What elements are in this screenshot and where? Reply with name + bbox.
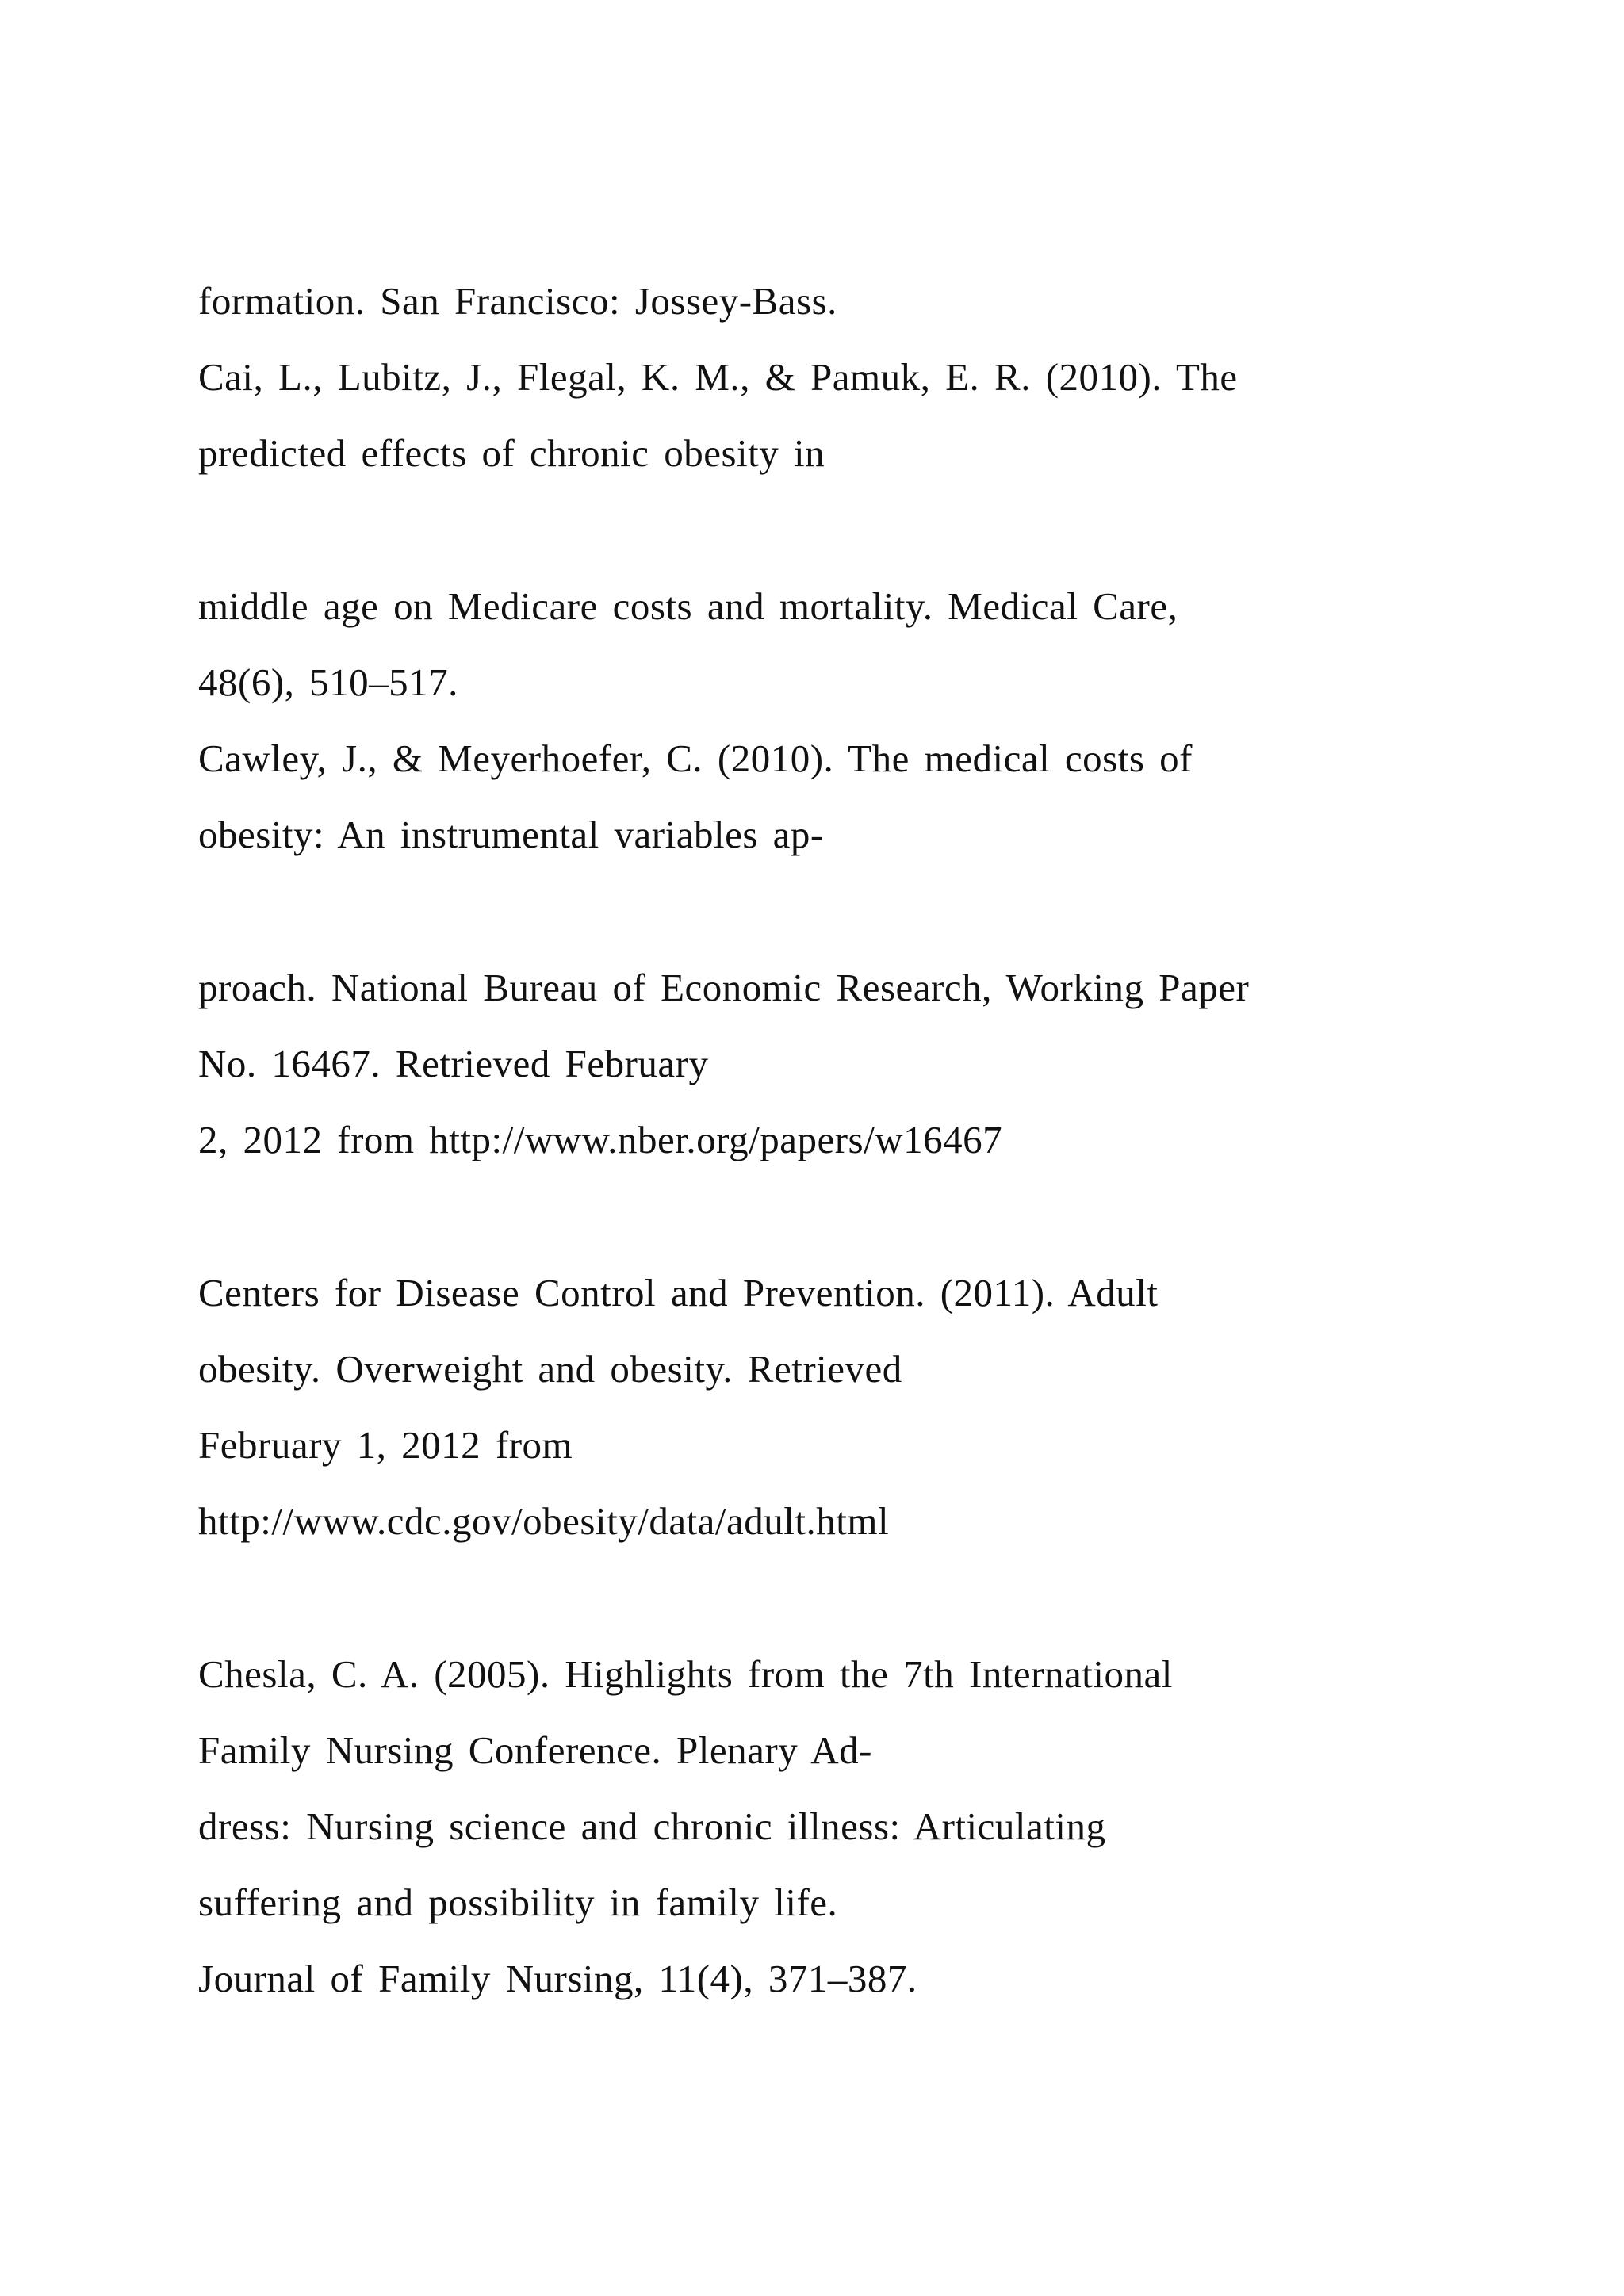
text-line: suffering and possibility in family life. xyxy=(198,1881,838,1924)
text-line: obesity: An instrumental variables ap- xyxy=(198,813,824,856)
text-line: Chesla, C. A. (2005). Highlights from the 7th International xyxy=(198,1652,1173,1696)
text-line: February 1, 2012 from xyxy=(198,1423,573,1467)
text-line: dress: Nursing science and chronic illness: Articulating xyxy=(198,1804,1106,1848)
text-line: predicted effects of chronic obesity in xyxy=(198,431,825,475)
text-line: middle age on Medicare costs and mortality. Medical Care, xyxy=(198,584,1178,628)
text-line: http://www.cdc.gov/obesity/data/adult.html xyxy=(198,1499,890,1543)
text-line: Journal of Family Nursing, 11(4), 371–387. xyxy=(198,1957,917,2000)
text-line: Centers for Disease Control and Prevention. (2011). Adult xyxy=(198,1271,1159,1314)
text-line: 2, 2012 from http://www.nber.org/papers/w16467 xyxy=(198,1118,1003,1161)
text-line: Family Nursing Conference. Plenary Ad- xyxy=(198,1728,872,1772)
text-line: proach. National Bureau of Economic Research, Working Paper xyxy=(198,966,1250,1009)
text-line: No. 16467. Retrieved February xyxy=(198,1042,709,1085)
text-line: Cai, L., Lubitz, J., Flegal, K. M., & Pamuk, E. R. (2010). The xyxy=(198,355,1238,399)
text-line: Cawley, J., & Meyerhoefer, C. (2010). The medical costs of xyxy=(198,737,1193,780)
text-line: formation. San Francisco: Jossey-Bass. xyxy=(198,279,837,323)
text-line: obesity. Overweight and obesity. Retrieved xyxy=(198,1347,902,1391)
text-line: 48(6), 510–517. xyxy=(198,660,458,704)
